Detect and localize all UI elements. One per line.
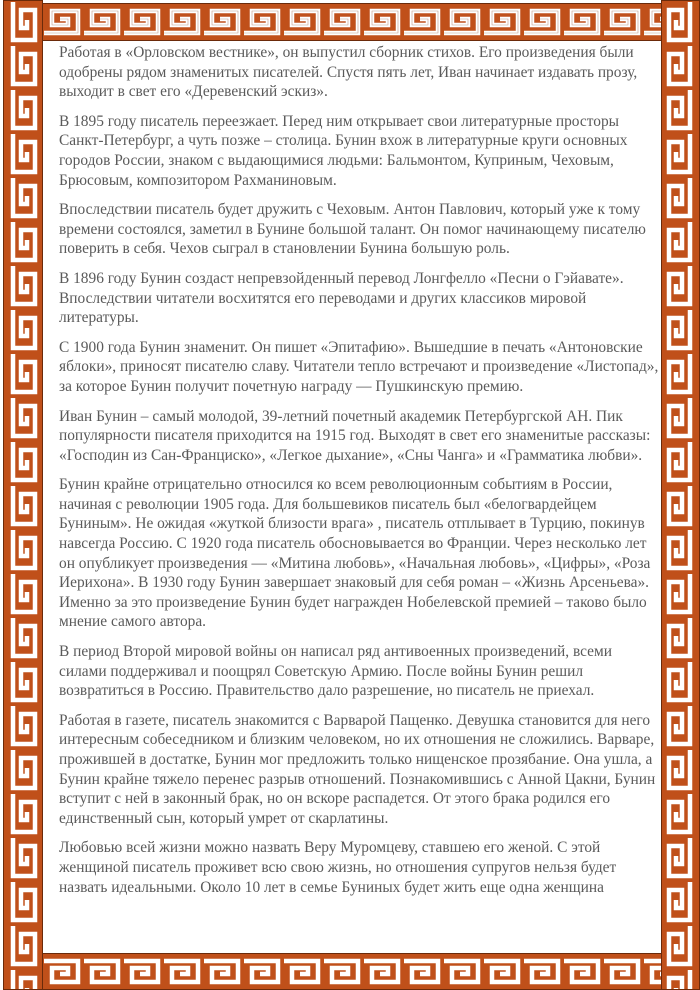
paragraph: Работая в «Орловском вестнике», он выпустил сборник стихов. Его произведения были одобрены рядом знаменитых писателей. Спустя пять лет, Иван начинает издавать прозу, выходит в свет его «Деревенский эскиз». <box>59 44 638 101</box>
greek-key-pattern-icon <box>42 953 664 990</box>
document-body <box>59 43 661 907</box>
paragraph: С 1900 года Бунин знаменит. Он пишет «Эпитафию». Вышедшие в печать «Антоновские яблоки», приносят писателю славу. Читатели тепло встречают и произведение «Листопад», за которое Бунин получит почетную награду — Пушкинскую премию. <box>59 338 659 395</box>
paragraph: В 1895 году писатель переезжает. Перед ним открывает свои литературные просторы Санкт-Петербург, а чуть позже – столица. Бунин вхож в литературные круги основных городов России, знаком с выдающимися людьми: Бальмонтом, Куприным, Чеховым, Брюсовым, композитором Рахманиновым. <box>59 112 628 189</box>
meander-border-top <box>42 3 664 41</box>
paragraph: Любовью всей жизни можно назвать Веру Муромцеву, ставшею его женой. С этой женщиной писатель проживет всю свою жизнь, но отношения супругов нельзя будет назвать идеальными. Около 10 лет в семье Буниных будет жить еще одна женщина <box>59 839 617 896</box>
paragraph: В 1896 году Бунин создаст непревзойденный перевод Лонгфелло «Песни о Гэйавате». Впоследствии читатели восхитятся его переводами и других классиков мировой литературы. <box>59 269 624 327</box>
greek-key-pattern-icon <box>42 3 664 41</box>
paragraph: Бунин крайне отрицательно относился ко всем революционным событиям в России, начиная с революции 1905 года. Для большевиков писатель был «белогвардейцем Буниным». Не ожидая «жуткой близости врага» , писатель отплывает в Турцию, покинув навсегда Россию. С 1920 года писатель обосновывается во Франции. Через несколько лет он опубликует произведения — «Митина любовь», «Начальная любовь», «Цифры», «Роза Иерихона». В 1930 году Бунин завершает знаковый для себя роман – «Жизнь Арсеньева». Именно за это произведение Бунин будет награжден Нобелевской премией – таково было мнение самого автора. <box>59 476 651 631</box>
paragraph: Иван Бунин – самый молодой, 39-летний почетный академик Петербургской АН. Пик популярности писателя приходится на 1915 год. Выходят в свет его знаменитые рассказы: «Господин из Сан-Франциско», «Легкое дыхание», «Сны Чанга» и «Грамматика любви». <box>59 407 651 464</box>
paragraph: В период Второй мировой войны он написал ряд антивоенных произведений, всеми силами поддерживал и поощрял Советскую Армию. После войны Бунин решил возвратиться в Россию. Правительство дало разрешение, но писатель не приехал. <box>59 643 612 700</box>
meander-border-left <box>3 0 43 990</box>
meander-border-bottom <box>42 953 664 990</box>
paragraph: Работая в газете, писатель знакомится с Варварой Пащенко. Девушка становится для него интересным собеседником и близким человеком, но их отношения не сложились. Варваре, прожившей в достатке, Бунин мог предложить только нищенское прозябание. Она ушла, а Бунин крайне тяжело перенес разрыв отношений. Познакомившись с Анной Цакни, Бунин вступит с ней в законный брак, но он вскоре распадется. От этого брака родился его единственный сын, который умрет от скарлатины. <box>59 711 656 827</box>
paragraph: Впоследствии писатель будет дружить с Чеховым. Антон Павлович, который уже к тому времени состоялся, заметил в Бунине большой талант. Он помог начинающему писателю поверить в себя. Чехов сыграл в становлении Бунина большую роль. <box>59 201 646 258</box>
greek-key-pattern-icon <box>661 0 700 990</box>
greek-key-pattern-icon <box>3 0 43 990</box>
meander-border-right <box>661 0 700 990</box>
